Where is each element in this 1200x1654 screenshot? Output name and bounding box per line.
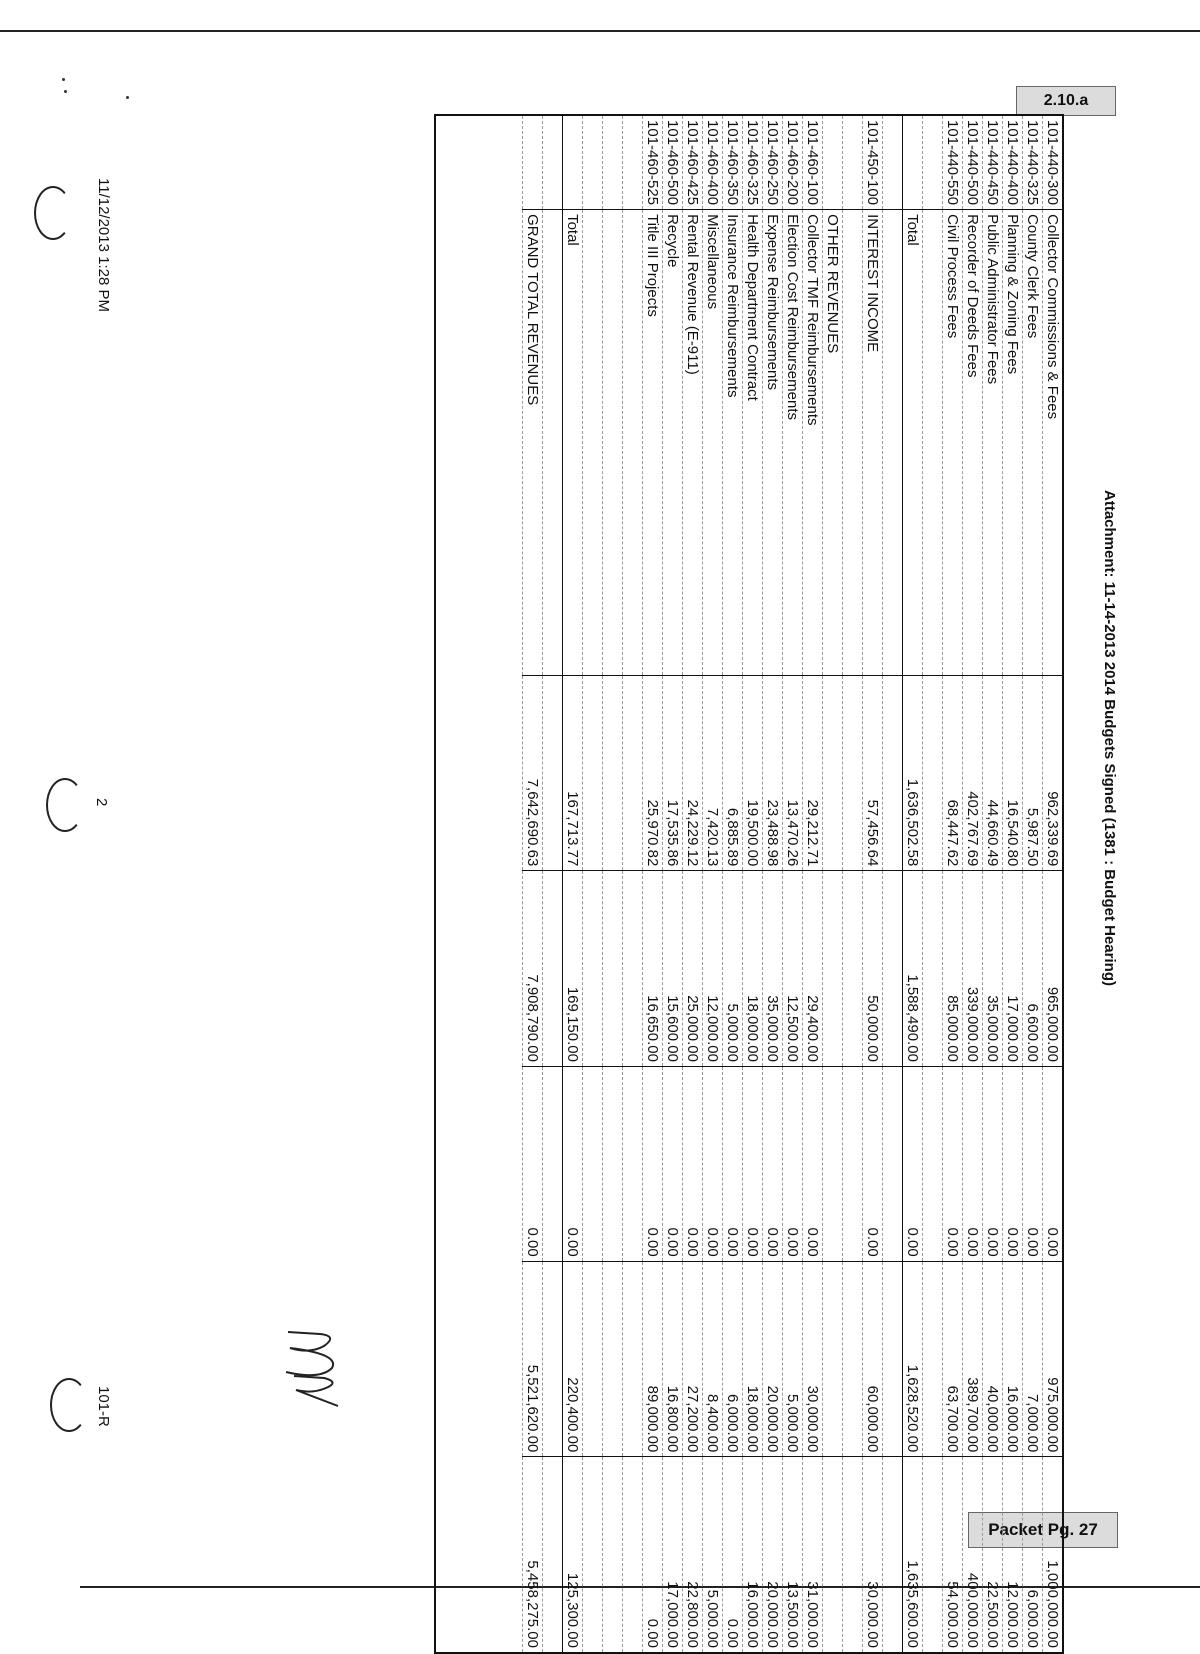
blank-row: [583, 116, 603, 1652]
table-row: [743, 116, 763, 1652]
grand-total-col-3: 0.00: [523, 1066, 543, 1261]
amount-col-1: 19,500.00: [743, 675, 763, 871]
account-description: County Clerk Fees: [1023, 210, 1043, 676]
blank-row: [883, 116, 903, 1652]
amount-col-4: 63,700.00: [943, 1261, 963, 1457]
amount-col-3: 0.00: [1003, 1066, 1023, 1261]
amount-col-1: 962,339.69: [1043, 675, 1063, 871]
table-row: [763, 116, 783, 1652]
amount-col-3: 0.00: [1023, 1066, 1043, 1261]
account-code: 101-460-400: [703, 116, 723, 210]
scan-speck: [64, 90, 67, 93]
total-col-5: 1,635,600.00: [903, 1457, 923, 1652]
grand-total-col-5: 5,458,275.00: [523, 1457, 543, 1652]
total-col-1: 1,636,502.58: [903, 675, 923, 871]
amount-col-1: 16,540.80: [1003, 675, 1023, 871]
grand-total-col-1: 7,642,690.63: [523, 675, 543, 871]
amount-col-2: 15,600.00: [663, 871, 683, 1067]
amount-col-5: 0.00: [643, 1457, 663, 1652]
amount-col-5: 6,000.00: [1023, 1457, 1043, 1652]
amount-col-5: 17,000.00: [663, 1457, 683, 1652]
grand-total-row: [523, 116, 543, 1652]
amount-col-4: 7,000.00: [1023, 1261, 1043, 1457]
account-code: 101-460-350: [723, 116, 743, 210]
table-row: [683, 116, 703, 1652]
amount-col-1: 5,987.50: [1023, 675, 1043, 871]
account-code: 101-460-250: [763, 116, 783, 210]
punch-hole-icon: [50, 1378, 88, 1432]
amount-col-4: 89,000.00: [643, 1261, 663, 1457]
account-code: 101-440-450: [983, 116, 1003, 210]
amount-col-4: 8,400.00: [703, 1261, 723, 1457]
table-row: [1043, 116, 1063, 1652]
amount-col-3: 0.00: [663, 1066, 683, 1261]
amount-col-5: 400,000.00: [963, 1457, 983, 1652]
revenue-table: [434, 114, 1064, 1654]
account-code: 101-440-550: [943, 116, 963, 210]
amount-col-2: 6,600.00: [1023, 871, 1043, 1067]
account-description: Title III Projects: [643, 210, 663, 676]
amount-col-4: 27,200.00: [683, 1261, 703, 1457]
amount-col-3: 0.00: [683, 1066, 703, 1261]
total-row: [563, 116, 583, 1652]
amount-col-1: 57,456.64: [863, 675, 883, 871]
blank-row: [623, 116, 643, 1652]
account-description: Rental Revenue (E-911): [683, 210, 703, 676]
attachment-label: Attachment: 11-14-2013 2014 Budgets Signed (1381 : Budget Hearing): [1101, 490, 1118, 986]
amount-col-4: 60,000.00: [863, 1261, 883, 1457]
amount-col-2: 12,500.00: [783, 871, 803, 1067]
print-timestamp: 11/12/2013 1:28 PM: [95, 178, 112, 312]
amount-col-4: 18,000.00: [743, 1261, 763, 1457]
amount-col-5: 16,000.00: [743, 1457, 763, 1652]
amount-col-3: 0.00: [963, 1066, 983, 1261]
total-col-2: 1,588,490.00: [903, 871, 923, 1067]
account-description: Collector TMF Reimbursements: [803, 210, 823, 676]
amount-col-1: 44,660.49: [983, 675, 1003, 871]
amount-col-5: 20,000.00: [763, 1457, 783, 1652]
total-col-3: 0.00: [903, 1066, 923, 1261]
amount-col-1: 13,470.26: [783, 675, 803, 871]
amount-col-2: 18,000.00: [743, 871, 763, 1067]
account-code: 101-460-325: [743, 116, 763, 210]
punch-hole-icon: [34, 186, 72, 240]
account-description: Health Department Contract: [743, 210, 763, 676]
amount-col-1: 402,767.69: [963, 675, 983, 871]
grand-total-col-2: 7,908,790.00: [523, 871, 543, 1067]
amount-col-2: 35,000.00: [983, 871, 1003, 1067]
table-row: [723, 116, 743, 1652]
amount-col-2: 339,000.00: [963, 871, 983, 1067]
section-heading: OTHER REVENUES: [823, 210, 843, 676]
blank-row: [603, 116, 623, 1652]
table-row: [983, 116, 1003, 1652]
account-description: Planning & Zoning Fees: [1003, 210, 1023, 676]
amount-col-5: 22,500.00: [983, 1457, 1003, 1652]
total-col-3: 0.00: [563, 1066, 583, 1261]
form-code: 101-R: [95, 1386, 112, 1427]
table-row: [1003, 116, 1023, 1652]
account-description: Insurance Reimbursements: [723, 210, 743, 676]
amount-col-4: 40,000.00: [983, 1261, 1003, 1457]
table-row: [963, 116, 983, 1652]
total-col-4: 1,628,520.00: [903, 1261, 923, 1457]
amount-col-3: 0.00: [763, 1066, 783, 1261]
table-row: [703, 116, 723, 1652]
page-number: 2: [93, 798, 110, 807]
amount-col-1: 17,535.86: [663, 675, 683, 871]
amount-col-5: 22,800.00: [683, 1457, 703, 1652]
amount-col-2: 29,400.00: [803, 871, 823, 1067]
amount-col-3: 0.00: [703, 1066, 723, 1261]
total-col-1: 167,713.77: [563, 675, 583, 871]
amount-col-4: 20,000.00: [763, 1261, 783, 1457]
blank-row: [543, 116, 563, 1652]
blank-row: [843, 116, 863, 1652]
amount-col-1: 7,420.13: [703, 675, 723, 871]
account-code: 101-460-500: [663, 116, 683, 210]
amount-col-5: 30,000.00: [863, 1457, 883, 1652]
table-row: [943, 116, 963, 1652]
section-heading-row: [823, 116, 843, 1652]
amount-col-5: 31,000.00: [803, 1457, 823, 1652]
table-row: [863, 116, 883, 1652]
amount-col-4: 6,000.00: [723, 1261, 743, 1457]
amount-col-2: 25,000.00: [683, 871, 703, 1067]
table-row: [783, 116, 803, 1652]
amount-col-3: 0.00: [643, 1066, 663, 1261]
amount-col-1: 6,885.89: [723, 675, 743, 871]
amount-col-4: 389,700.00: [963, 1261, 983, 1457]
amount-col-2: 17,000.00: [1003, 871, 1023, 1067]
section-badge: 2.10.a: [1016, 86, 1116, 116]
amount-col-3: 0.00: [1043, 1066, 1063, 1261]
account-description: Miscellaneous: [703, 210, 723, 676]
account-description: Election Cost Reimbursements: [783, 210, 803, 676]
table-row: [803, 116, 823, 1652]
account-description: Civil Process Fees: [943, 210, 963, 676]
account-code: 101-460-100: [803, 116, 823, 210]
amount-col-3: 0.00: [943, 1066, 963, 1261]
handwritten-initials-signature: [280, 1328, 350, 1408]
account-description: Recycle: [663, 210, 683, 676]
account-description: Expense Reimbursements: [763, 210, 783, 676]
account-code: 101-460-425: [683, 116, 703, 210]
amount-col-3: 0.00: [723, 1066, 743, 1261]
account-description: INTEREST INCOME: [863, 210, 883, 676]
punch-hole-icon: [46, 778, 84, 832]
amount-col-4: 16,800.00: [663, 1261, 683, 1457]
amount-col-4: 16,000.00: [1003, 1261, 1023, 1457]
blank-row: [923, 116, 943, 1652]
page-top-rule: [0, 30, 1200, 32]
amount-col-1: 24,229.12: [683, 675, 703, 871]
total-col-4: 220,400.00: [563, 1261, 583, 1457]
amount-col-5: 1,000,000.00: [1043, 1457, 1063, 1652]
amount-col-5: 5,000.00: [703, 1457, 723, 1652]
amount-col-1: 23,488.98: [763, 675, 783, 871]
total-label: Total: [563, 210, 583, 676]
amount-col-2: 965,000.00: [1043, 871, 1063, 1067]
total-col-2: 169,150.00: [563, 871, 583, 1067]
table-row: [1023, 116, 1043, 1652]
total-col-5: 125,300.00: [563, 1457, 583, 1652]
amount-col-2: 5,000.00: [723, 871, 743, 1067]
amount-col-3: 0.00: [783, 1066, 803, 1261]
amount-col-1: 25,970.82: [643, 675, 663, 871]
account-code: 101-440-300: [1043, 116, 1063, 210]
account-description: Collector Commissions & Fees: [1043, 210, 1063, 676]
amount-col-5: 13,500.00: [783, 1457, 803, 1652]
amount-col-3: 0.00: [743, 1066, 763, 1261]
amount-col-5: 12,000.00: [1003, 1457, 1023, 1652]
amount-col-1: 29,212.71: [803, 675, 823, 871]
amount-col-5: 54,000.00: [943, 1457, 963, 1652]
amount-col-4: 975,000.00: [1043, 1261, 1063, 1457]
grand-total-label: GRAND TOTAL REVENUES: [523, 210, 543, 676]
amount-col-3: 0.00: [803, 1066, 823, 1261]
scan-speck: [62, 78, 65, 81]
scan-speck: [126, 96, 129, 99]
account-code: 101-440-500: [963, 116, 983, 210]
account-code: 101-440-325: [1023, 116, 1043, 210]
table-row: [663, 116, 683, 1652]
amount-col-5: 0.00: [723, 1457, 743, 1652]
amount-col-2: 35,000.00: [763, 871, 783, 1067]
account-code: 101-460-525: [643, 116, 663, 210]
account-code: 101-460-200: [783, 116, 803, 210]
account-description: Recorder of Deeds Fees: [963, 210, 983, 676]
amount-col-1: 68,447.62: [943, 675, 963, 871]
amount-col-2: 50,000.00: [863, 871, 883, 1067]
amount-col-2: 85,000.00: [943, 871, 963, 1067]
amount-col-3: 0.00: [863, 1066, 883, 1261]
amount-col-2: 16,650.00: [643, 871, 663, 1067]
amount-col-2: 12,000.00: [703, 871, 723, 1067]
account-code: 101-450-100: [863, 116, 883, 210]
amount-col-3: 0.00: [983, 1066, 1003, 1261]
account-description: Public Administrator Fees: [983, 210, 1003, 676]
grand-total-col-4: 5,521,620.00: [523, 1261, 543, 1457]
total-row: [903, 116, 923, 1652]
table-row: [643, 116, 663, 1652]
amount-col-4: 30,000.00: [803, 1261, 823, 1457]
amount-col-4: 5,000.00: [783, 1261, 803, 1457]
packet-page-badge: Packet Pg. 27: [968, 1512, 1118, 1548]
account-code: 101-440-400: [1003, 116, 1023, 210]
total-label: Total: [903, 210, 923, 676]
